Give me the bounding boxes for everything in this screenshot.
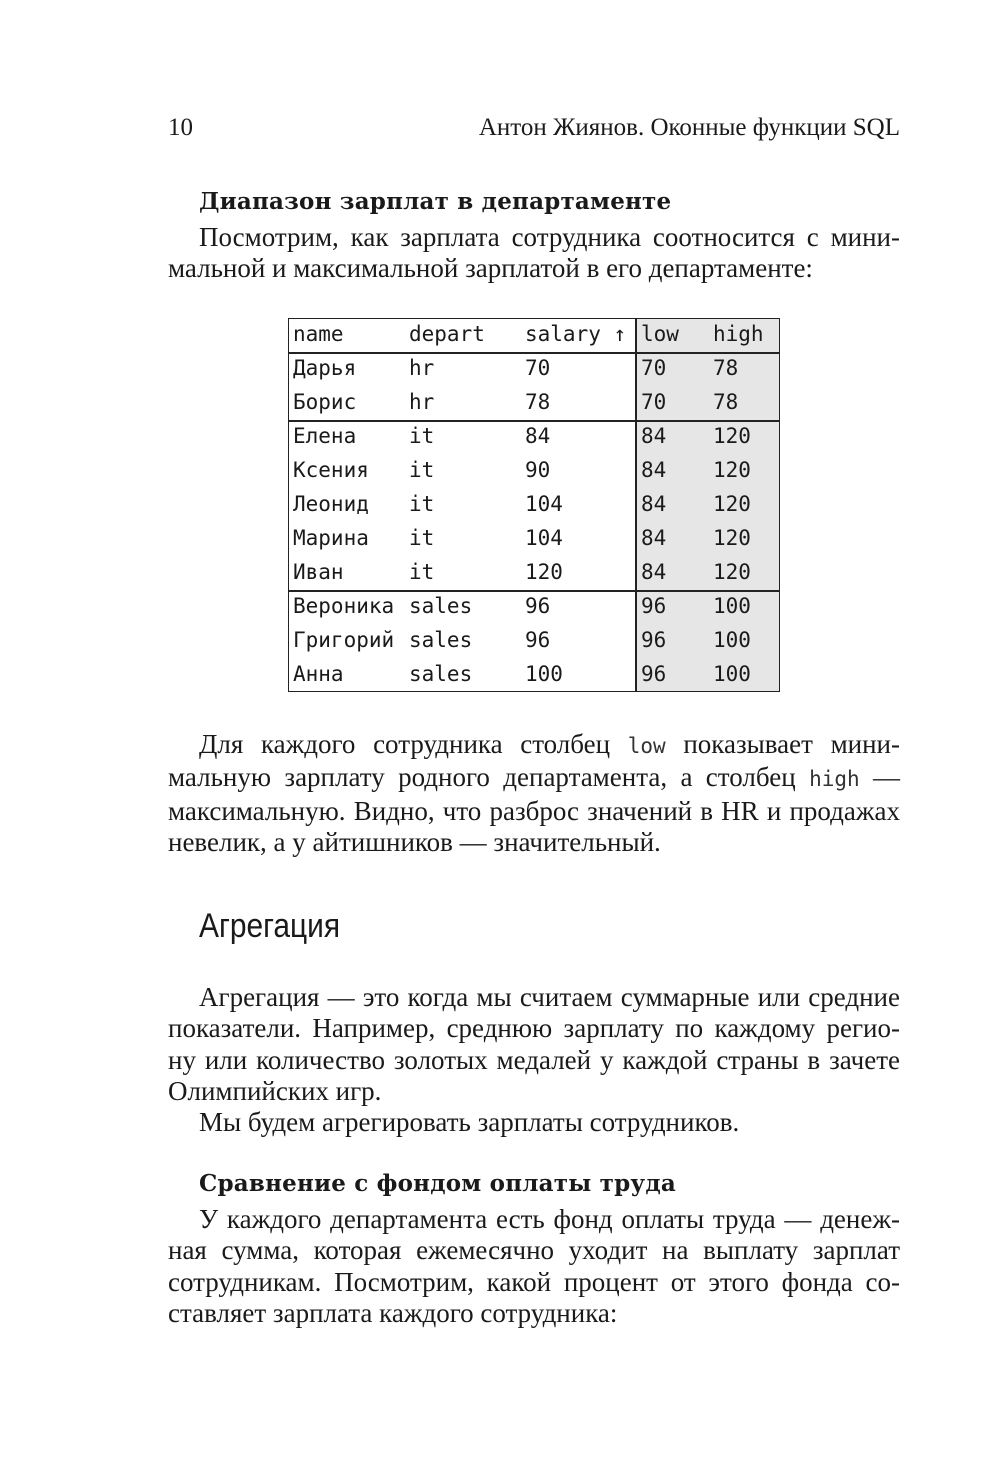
table-cell: 104	[525, 526, 563, 550]
running-title: Антон Жиянов. Оконные функции SQL	[478, 114, 900, 141]
table-cell: sales	[409, 594, 473, 618]
table-cell: 120	[713, 526, 751, 550]
column-header: salary ↑	[525, 322, 627, 346]
table-cell: Ксения	[293, 458, 369, 482]
aggregation-paragraph	[168, 982, 900, 1138]
paragraph-line: мальную зарплату родного департамента, а столбец high —	[168, 762, 901, 793]
column-header: depart	[409, 322, 485, 346]
table-cell: 70	[641, 390, 667, 414]
table-cell: sales	[409, 628, 473, 652]
table-cell: 96	[525, 628, 551, 652]
paragraph-line: ная сумма, которая ежемесячно уходит на выплату зарплат	[168, 1235, 900, 1266]
section-heading-aggregation: Агрегация	[199, 907, 341, 945]
table-cell: 120	[713, 458, 751, 482]
table-cell: hr	[409, 390, 435, 414]
table-cell: 100	[713, 662, 751, 686]
column-header: name	[293, 322, 344, 346]
intro-paragraph	[168, 222, 900, 285]
table-cell: 120	[713, 424, 751, 448]
table-cell: Леонид	[293, 492, 369, 516]
paragraph-line: Посмотрим, как зарплата сотрудника соотносится с мини-	[199, 222, 900, 252]
table-cell: hr	[409, 356, 435, 380]
table-cell: 100	[713, 628, 751, 652]
paragraph-line: ну или количество золотых медалей у каждой страны в зачете	[168, 1044, 900, 1075]
table-cell: 120	[713, 560, 751, 584]
table-cell: 84	[525, 424, 551, 448]
table-cell: 96	[525, 594, 551, 618]
table-cell: 120	[525, 560, 563, 584]
paragraph-line: мальной и максимальной зарплатой в его департаменте:	[168, 253, 813, 284]
table-cell: Елена	[293, 424, 357, 448]
paragraph-line: ставляет зарплата каждого сотрудника:	[168, 1297, 618, 1328]
table-cell: it	[409, 424, 435, 448]
table-cell: 78	[713, 390, 739, 414]
table-cell: it	[409, 560, 435, 584]
table-cell: sales	[409, 662, 473, 686]
column-header: low	[641, 322, 679, 346]
table-cell: 96	[641, 628, 667, 652]
payroll-paragraph	[168, 1204, 900, 1329]
table-cell: Марина	[293, 526, 369, 550]
section-heading-payroll: Сравнение с фондом оплаты труда	[199, 1170, 676, 1197]
table-cell: 84	[641, 492, 667, 516]
table-cell: 84	[641, 458, 667, 482]
paragraph-line: максимальную. Видно, что разброс значений в HR и продажах	[168, 795, 900, 826]
table-cell: 120	[713, 492, 751, 516]
table-cell: 100	[713, 594, 751, 618]
section-heading-salary-range: Диапазон зарплат в департаменте	[199, 188, 672, 215]
column-header: high	[713, 322, 764, 346]
table-cell: 84	[641, 424, 667, 448]
table-cell: Борис	[293, 390, 357, 414]
paragraph-line: Мы будем агрегировать зарплаты сотрудников.	[199, 1107, 740, 1138]
table-cell: 104	[525, 492, 563, 516]
table-cell: 70	[525, 356, 551, 380]
table-cell: Григорий	[293, 628, 395, 652]
code-low: low	[627, 734, 666, 758]
paragraph-line: Олимпийских игр.	[168, 1075, 382, 1106]
table-cell: Дарья	[293, 356, 357, 380]
running-head	[168, 114, 900, 142]
paragraph-line: сотрудникам. Посмотрим, какой процент от этого фонда со-	[168, 1266, 900, 1297]
table-cell: it	[409, 526, 435, 550]
salary-range-table	[288, 318, 780, 692]
paragraph-line: показатели. Например, среднюю зарплату по каждому регио-	[168, 1013, 900, 1044]
explanation-paragraph	[168, 729, 900, 858]
page-number: 10	[168, 114, 193, 141]
table-cell: 90	[525, 458, 551, 482]
table-cell: 78	[713, 356, 739, 380]
table-cell: it	[409, 458, 435, 482]
table-cell: Иван	[293, 560, 344, 584]
code-high: high	[809, 767, 860, 792]
table-cell: Анна	[293, 662, 344, 686]
table-cell: 96	[641, 662, 667, 686]
table-cell: 100	[525, 662, 563, 686]
paragraph-line: невелик, а у айтишников — значительный.	[168, 826, 661, 857]
table-cell: 96	[641, 594, 667, 618]
table-cell: 70	[641, 356, 667, 380]
table-cell: 84	[641, 560, 667, 584]
table-border	[288, 318, 780, 692]
paragraph-line: Агрегация — это когда мы считаем суммарные или средние	[199, 982, 900, 1012]
table-cell: it	[409, 492, 435, 516]
paragraph-line: Для каждого сотрудника столбец low показывает мини-	[199, 729, 900, 759]
table-cell: 84	[641, 526, 667, 550]
table-cell: Вероника	[293, 594, 395, 618]
paragraph-line: У каждого департамента есть фонд оплаты труда — денеж-	[199, 1204, 900, 1234]
table-cell: 78	[525, 390, 551, 414]
